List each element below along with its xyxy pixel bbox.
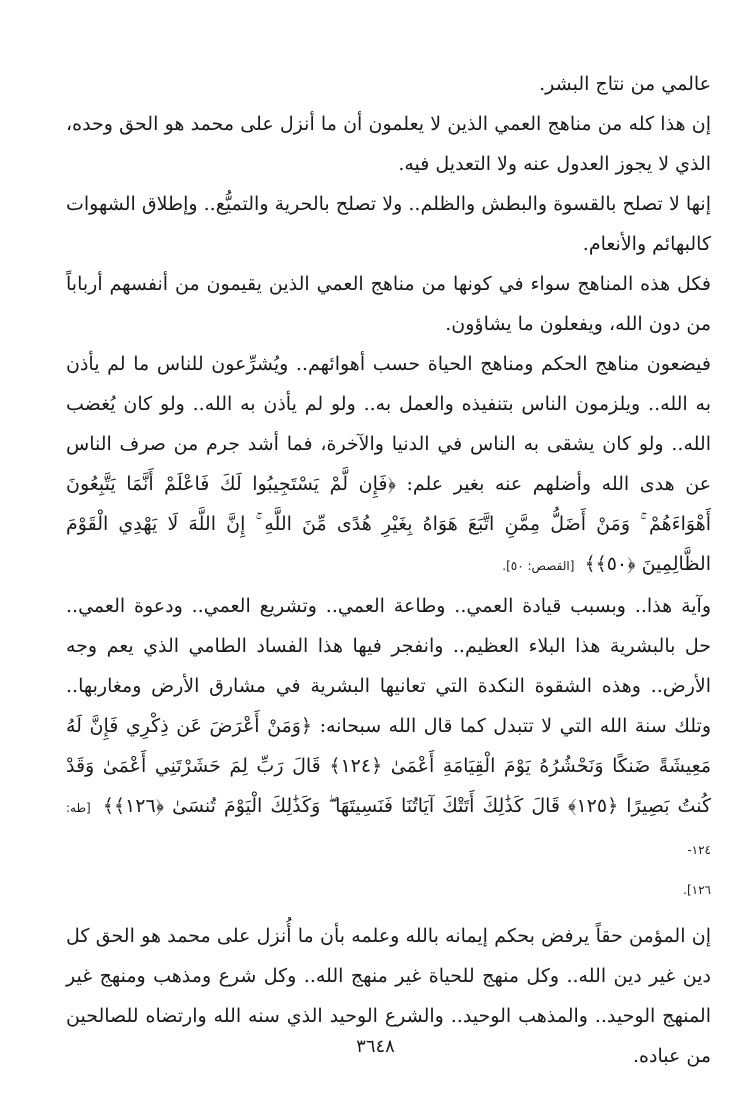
page-body — [66, 64, 711, 1106]
verse-reference-qasas: [القصص: ٥٠]. — [502, 559, 575, 573]
paragraph-7: إن المؤمن حقاً يرفض بحكم إيمانه بالله وعلمه بأن ما أُنزل على محمد هو الحق كل دين غير دين الله.. وكل منهج للحياة غير منهج الله.. وكل شرع ومذهب ومنهج غير المنهج الوحيد.. والمذهب الوحيد.. والشرع الوحيد الذي سنه الله وارتضاه للصالحين من عباده. — [66, 925, 711, 1067]
paragraph-5-text: فيضعون مناهج الحكم ومناهج الحياة حسب أهوائهم.. ويُشرِّعون للناس ما لم يأذن به الله.. ويلزمون الناس بتنفيذه والعمل به.. ولو لم يأذن به الله.. ولو كان يُغضب الله.. ولو كان يشقى به الناس في الدنيا والآخرة، فما أشد جرم من صرف الناس عن هدى الله وأضلهم عنه بغير علم: — [66, 353, 711, 495]
page-number: ٣٦٤٨ — [356, 1036, 395, 1057]
paragraph-6-text: وآية هذا.. وبسبب قيادة العمي.. وطاعة العمي.. وتشريع العمي.. ودعوة العمي.. حل بالبشرية هذا البلاء العظيم.. وانفجر فيها هذا الفساد الطامي الذي يعم وجه الأرض.. وهذه الشقوة النكدة التي تعانيها البشرية في مشارق الأرض ومغاربها.. وتلك سنة الله التي لا تتبدل كما قال الله سبحانه: — [66, 595, 711, 737]
paragraph-4: فكل هذه المناهج سواء في كونها من مناهج العمي الذين يقيمون من أنفسهم أرباباً من دون الله، ويفعلون ما يشاؤون. — [66, 273, 711, 335]
quran-verse-taha: ﴿وَمَنْ أَعْرَضَ عَن ذِكْرِي فَإِنَّ لَهُ مَعِيشَةً ضَنكًا وَنَحْشُرُهُ يَوْمَ الْقِيَامَةِ أَعْمَىٰ ﴿١٢٤﴾ قَالَ رَبِّ لِمَ حَشَرْتَنِي أَعْمَىٰ وَقَدْ كُنتُ بَصِيرًا ﴿١٢٥﴾ قَالَ كَذَٰلِكَ أَتَتْكَ آيَاتُنَا فَنَسِيتَهَا ۖ وَكَذَٰلِكَ الْيَوْمَ تُنسَىٰ ﴿١٢٦﴾﴾ — [66, 715, 711, 817]
paragraph-6 — [66, 586, 711, 870]
paragraph-5 — [66, 344, 711, 586]
verse-reference-taha: [طه: ١٢٤- — [66, 801, 711, 857]
quran-verse-qasas: ﴿فَإِن لَّمْ يَسْتَجِيبُوا لَكَ فَاعْلَمْ أَنَّمَا يَتَّبِعُونَ أَهْوَاءَهُمْ ۚ وَمَنْ أَضَلُّ مِمَّنِ اتَّبَعَ هَوَاهُ بِغَيْرِ هُدًى مِّنَ اللَّهِ ۚ إِنَّ اللَّهَ لَا يَهْدِي الْقَوْمَ الظَّالِمِينَ ﴿٥٠﴾﴾ — [66, 473, 711, 575]
verse-reference-taha-end: ١٢٦]. — [683, 883, 711, 897]
paragraph-1: عالمي من نتاج البشر. — [539, 73, 711, 95]
paragraph-3: إنها لا تصلح بالقسوة والبطش والظلم.. ولا تصلح بالحرية والتميُّع.. وإطلاق الشهوات كالبهائم والأنعام. — [66, 193, 711, 255]
paragraph-2: إن هذا كله من مناهج العمي الذين لا يعلمون أن ما أنزل على محمد هو الحق وحده، الذي لا يجوز العدول عنه ولا التعديل فيه. — [66, 113, 711, 175]
